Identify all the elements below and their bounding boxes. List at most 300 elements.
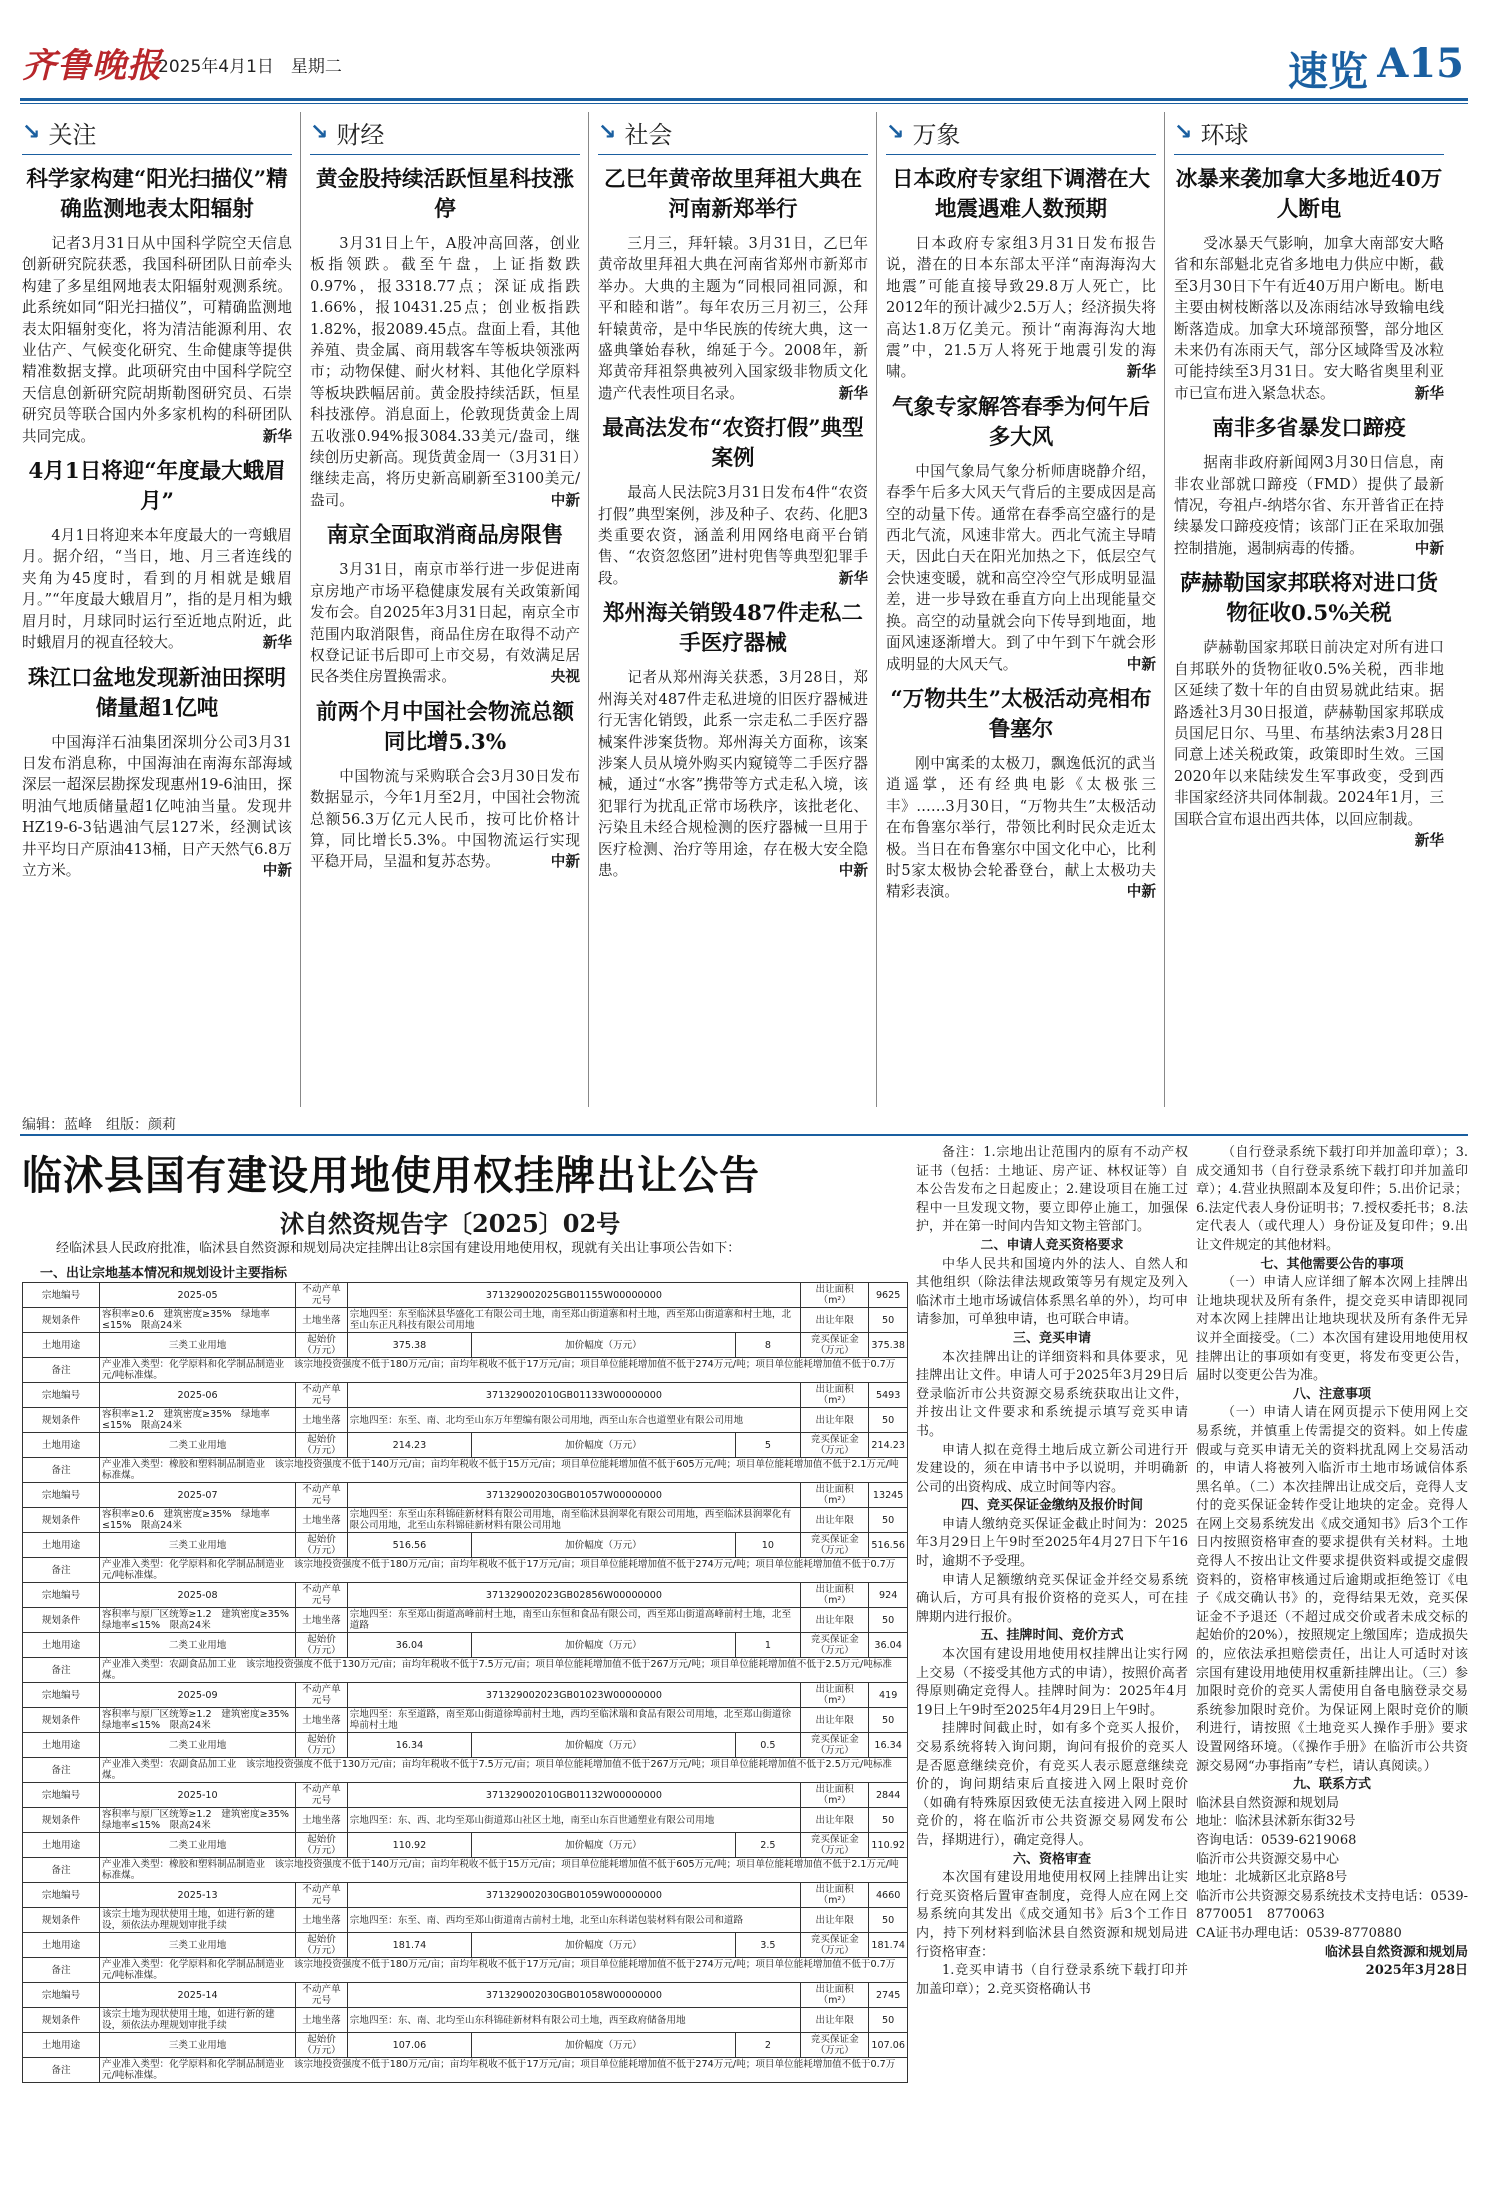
parcel-area: 5493 [869, 1383, 908, 1408]
table-label: 备注 [23, 1558, 100, 1583]
table-row [23, 1708, 908, 1733]
table-row [23, 1758, 908, 1783]
table-label: 规划条件 [23, 1808, 100, 1833]
parcel-number: 2025-06 [100, 1383, 296, 1408]
table-label: 不动产单元号 [296, 1383, 348, 1408]
parcel-location: 宗地四至：东至郑山街道高峰前村土地，南至山东恒和食品有限公司，西至郑山街道高峰前村土地，北至道路 [347, 1608, 800, 1633]
land-use: 三类工业用地 [100, 1933, 296, 1958]
table-label: 竞买保证金（万元） [801, 1733, 869, 1758]
table-label: 不动产单元号 [296, 1783, 348, 1808]
article-headline: 乙巳年黄帝故里拜祖大典在河南新郑举行 [603, 167, 862, 222]
table-label: 出让面积（m²） [801, 1883, 869, 1908]
table-label: 规划条件 [23, 1608, 100, 1633]
article-headline: 珠江口盆地发现新油田探明储量超1亿吨 [27, 665, 286, 721]
table-label: 竞买保证金（万元） [801, 1533, 869, 1558]
parcel-number: 2025-05 [100, 1283, 296, 1308]
article-body [598, 482, 868, 589]
table-label: 出让面积（m²） [801, 1683, 869, 1708]
news-article [886, 165, 1156, 383]
deposit: 214.23 [869, 1433, 908, 1458]
table-label: 备注 [23, 2058, 100, 2083]
deposit: 516.56 [869, 1533, 908, 1558]
article-text: 3月31日，南京市举行进一步促进南京房地产市场平稳健康发展有关政策新闻发布会。自2025年3月31日起，南京全市范围内取消限售，商品住房在取得不动产权登记证书后即可上市交易，有效满足居民各类住房置换需求。 [310, 561, 580, 686]
table-label: 起始价（万元） [296, 1433, 348, 1458]
plan-conditions: 容积率与原厂区统筹≥1.2 建筑密度≥35% 绿地率≤15% 限高24米 [100, 1608, 296, 1633]
deposit: 16.34 [869, 1733, 908, 1758]
table-label: 备注 [23, 1658, 100, 1683]
parcel-number: 2025-14 [100, 1983, 296, 2008]
table-label: 宗地编号 [23, 1583, 100, 1608]
parcel-number: 2025-07 [100, 1483, 296, 1508]
news-article [310, 165, 580, 511]
table-label: 加价幅度（万元） [472, 2033, 736, 2058]
article-headline: 南非多省暴发口蹄疫 [1212, 416, 1406, 442]
unit-number: 371329002030GB01058W00000000 [347, 1983, 800, 2008]
unit-number: 371329002010GB01133W00000000 [347, 1383, 800, 1408]
article-text: 记者从郑州海关获悉，3月28日，郑州海关对487件走私进境的旧医疗器械进行无害化销毁，此系一宗走私二手医疗器械案件涉案货物。郑州海关方面称，该案涉案人员从境外购买内窥镜等二手医疗器械，通过“水客”携带等方式走私入境，该犯罪行为扰乱正常市场秩序，该批老化、污染且未经合规检测的医疗器械一旦用于医疗检测、治疗等用途，存在极大安全隐患。 [598, 669, 868, 879]
news-column [1174, 110, 1444, 1110]
article-text: 刚中寓柔的太极刀，飘逸低沉的武当逍遥掌，还有经典电影《太极张三丰》……3月30日，“万物共生”太极活动在布鲁塞尔举行，带领比利时民众走近太极。当日在布鲁塞尔中国文化中心，比利时5家太极协会轮番登台，献上太极功夫精彩表演。 [886, 754, 1156, 901]
article-source: 新华 [1414, 831, 1444, 849]
notice-paragraph: 中华人民共和国境内外的法人、自然人和其他组织（除法律法规政策等另有规定及列入临沭市土地市场诚信体系黑名单的外），均可申请参加，可单独申请，也可联合申请。 [916, 1256, 1188, 1328]
table-label: 竞买保证金（万元） [801, 1833, 869, 1858]
section-name: 速览 [1288, 49, 1368, 95]
notice-paragraph: 临沭县自然资源和规划局 [1196, 1795, 1340, 1811]
article-headline: 冰暴来袭加拿大多地近40万人断电 [1175, 167, 1443, 222]
table-label: 起始价（万元） [296, 1833, 348, 1858]
page-number: A15 [1377, 40, 1464, 87]
table-label: 土地坐落 [296, 1508, 348, 1533]
column-header [598, 110, 868, 155]
parcel-note: 产业准入类型：农副食品加工业 该宗地投资强度不低于130万元/亩；亩均年税收不低于7.5万元/亩；项目单位能耗增加值不低于267万元/吨；项目单位能耗增加值不低于2.5万元/吨标准煤。 [100, 1758, 908, 1783]
table-label: 起始价（万元） [296, 1733, 348, 1758]
article-text: 记者3月31日从中国科学院空天信息创新研究院获悉，我国科研团队日前牵头构建了多星组网地表太阳辐射观测系统。此系统如同“阳光扫描仪”，可精确监测地表太阳辐射变化，将为清洁能源利用、农业估产、气候变化研究、生命健康等提供精准数据支撑。此项研究由中国科学院空天信息创新研究院胡斯勒图研究员、石崇研究员等联合国内外多家机构的科研团队共同完成。 [22, 235, 292, 445]
table-label: 起始价（万元） [296, 1533, 348, 1558]
table-label: 宗地编号 [23, 1283, 100, 1308]
article-headline: 最高法发布“农资打假”典型案例 [602, 416, 864, 472]
table-label: 出让年限 [801, 1608, 869, 1633]
start-price: 214.23 [347, 1433, 471, 1458]
table-label: 备注 [23, 1758, 100, 1783]
parcel-note: 产业准入类型：化学原料和化学制品制造业 该宗地投资强度不低于180万元/亩；亩均年税收不低于17万元/亩；项目单位能耗增加值不低于274万元/吨；项目单位能耗增加值不低于0.7万元/吨标准煤。 [100, 1958, 908, 1983]
table-label: 竞买保证金（万元） [801, 1433, 869, 1458]
article-body [1174, 452, 1444, 559]
notice-column-2 [916, 1144, 1188, 2184]
table-label: 加价幅度（万元） [472, 1633, 736, 1658]
deposit: 181.74 [869, 1933, 908, 1958]
table-row [23, 1383, 908, 1408]
notice-title: 临沭县国有建设用地使用权挂牌出让公告 [22, 1152, 760, 1199]
notice-subtitle: 沭自然资规告字〔2025〕02号 [280, 1209, 621, 1238]
table-label: 不动产单元号 [296, 1483, 348, 1508]
table-label: 出让年限 [801, 1408, 869, 1433]
table-label: 起始价（万元） [296, 2033, 348, 2058]
table-row [23, 1583, 908, 1608]
parcel-area: 13245 [869, 1483, 908, 1508]
table-label: 土地坐落 [296, 1608, 348, 1633]
article-source: 中新 [838, 861, 868, 879]
notice-paragraph: 临沂市公共资源交易系统技术支持电话：0539-8770051 8770063 [1196, 1888, 1468, 1923]
table-label: 不动产单元号 [296, 1583, 348, 1608]
plan-conditions: 容积率≥0.6 建筑密度≥35% 绿地率≤15% 限高24米 [100, 1308, 296, 1333]
column-header [22, 110, 292, 155]
table-label: 竞买保证金（万元） [801, 1633, 869, 1658]
parcel-location: 宗地四至：东至道路，南至郑山街道徐埠前村土地，西均至临沭瑞和食品有限公司用地，北至郑山街道徐埠前村土地 [347, 1708, 800, 1733]
notice-heading: 九、联系方式 [1292, 1777, 1371, 1793]
table-label: 土地坐落 [296, 2008, 348, 2033]
table-label: 起始价（万元） [296, 1633, 348, 1658]
table-label: 加价幅度（万元） [472, 1433, 736, 1458]
price-increment: 3.5 [735, 1933, 800, 1958]
parcel-number: 2025-13 [100, 1883, 296, 1908]
table-label: 出让面积（m²） [801, 1383, 869, 1408]
table-label: 规划条件 [23, 2008, 100, 2033]
table-row [23, 1958, 908, 1983]
table-row [23, 2058, 908, 2083]
parcel-location: 宗地四至：东至山东科锦硅新材料有限公司用地，南至临沭县润翠化有限公司用地，西至临沭县润翠化有限公司用地，北至山东科锦硅新材料有限公司用地 [347, 1508, 800, 1533]
notice-column-3 [1196, 1144, 1468, 2184]
table-label: 土地坐落 [296, 1808, 348, 1833]
start-price: 107.06 [347, 2033, 471, 2058]
article-headline: 气象专家解答春季为何午后多大风 [891, 394, 1150, 450]
column-name: 财经 [336, 120, 385, 149]
plan-conditions: 容积率≥0.6 建筑密度≥35% 绿地率≤15% 限高24米 [100, 1508, 296, 1533]
masthead-rule-thin [20, 103, 1468, 104]
table-row [23, 1908, 908, 1933]
table-row [23, 1783, 908, 1808]
notice-heading: 八、注意事项 [1292, 1386, 1371, 1402]
table-label: 规划条件 [23, 1908, 100, 1933]
column-header [886, 110, 1156, 155]
notice-section-title: 一、出让宗地基本情况和规划设计主要指标 [40, 1266, 288, 1281]
article-text: 三月三，拜轩辕。3月31日，乙巳年黄帝故里拜祖大典在河南省郑州市新郑市举办。大典的主题为“同根同祖同源，和平和睦和谐”。每年农历三月初三，公拜轩辕黄帝，是中华民族的传统大典，这一盛典肇始春秋，绵延于今。2008年，新郑黄帝拜祖祭典被列入国家级非物质文化遗产代表性项目名录。 [598, 235, 868, 402]
unit-number: 371329002030GB01057W00000000 [347, 1483, 800, 1508]
article-body [598, 233, 868, 404]
table-row [23, 2033, 908, 2058]
parcel-note: 产业准入类型：化学原料和化学制品制造业 该宗地投资强度不低于180万元/亩；亩均年税收不低于17万元/亩；项目单位能耗增加值不低于274万元/吨；项目单位能耗增加值不低于0.7万元/吨标准煤。 [100, 2058, 908, 2083]
article-headline: 郑州海关销毁487件走私二手医疗器械 [603, 601, 863, 657]
plan-conditions: 该宗土地为现状使用土地，如进行新的建设，须依法办理规划审批手续 [100, 1908, 296, 1933]
column-rule [1164, 112, 1165, 1107]
column-rule [300, 112, 301, 1107]
table-label: 土地坐落 [296, 1908, 348, 1933]
table-label: 土地坐落 [296, 1308, 348, 1333]
notice-intro: 经临沭县人民政府批准，临沭县自然资源和规划局决定挂牌出让8宗国有建设用地使用权，现就有关出让事项公告如下： [56, 1241, 741, 1256]
parcel-location: 宗地四至：东至、南、北均至山东万年塑编有限公司用地，西至山东合也道塑业有限公司用地 [347, 1408, 800, 1433]
article-body [22, 233, 292, 447]
plan-conditions: 容积率与原厂区统筹≥1.2 建筑密度≥35% 绿地率≤15% 限高24米 [100, 1808, 296, 1833]
table-label: 不动产单元号 [296, 1283, 348, 1308]
table-label: 土地用途 [23, 1433, 100, 1458]
article-body [886, 461, 1156, 675]
table-row [23, 1833, 908, 1858]
table-row [23, 1683, 908, 1708]
table-label: 土地用途 [23, 1333, 100, 1358]
notice-paragraph: 申请人拟在竞得土地后成立新公司进行开发建设的，须在申请书中予以说明，并明确新公司的出资构成、成立时间等内容。 [916, 1442, 1188, 1495]
newspaper-logo: 齐鲁晚报 [22, 46, 162, 86]
news-article [22, 165, 292, 447]
notice-heading: 四、竞买保证金缴纳及报价时间 [960, 1498, 1143, 1514]
article-body [598, 667, 868, 881]
notice-paragraph: CA证书办理电话：0539-8770880 [1196, 1925, 1402, 1941]
news-article [310, 698, 580, 873]
article-headline: 南京全面取消商品房限售 [326, 523, 564, 549]
lease-years: 50 [869, 1808, 908, 1833]
editor-line: 编辑：蓝峰 组版：颜莉 [22, 1117, 176, 1133]
table-row [23, 1858, 908, 1883]
price-increment: 2.5 [735, 1833, 800, 1858]
parcel-location: 宗地四至：东、南、北均至山东科锦硅新材料有限公司土地，西至政府储备用地 [347, 2008, 800, 2033]
parcel-area: 9625 [869, 1283, 908, 1308]
article-headline: 前两个月中国社会物流总额同比增5.3% [315, 699, 574, 755]
news-article [1174, 165, 1444, 404]
section-divider [20, 1134, 1468, 1136]
deposit: 36.04 [869, 1633, 908, 1658]
parcel-location: 宗地四至：东至、南、西均至郑山街道南古前村土地，北至山东科诺包装材料有限公司和道路 [347, 1908, 800, 1933]
start-price: 516.56 [347, 1533, 471, 1558]
article-body [310, 766, 580, 873]
table-label: 不动产单元号 [296, 1683, 348, 1708]
table-row [23, 1333, 908, 1358]
notice-paragraph: （一）申请人请在网页提示下使用网上交易系统，并慎重上传需提交的资料。如上传虚假或与竞买申请无关的资料扰乱网上交易活动的，申请人将被列入临沂市土地市场诚信体系黑名单。（二）本次挂牌出让成交后，竞得人支付的竞买保证金转作受让地块的定金。竞得人在网上交易系统发出《成交通知书》后3个工作日内按照资格审查的要求提供有关材料。土地竞得人不按出让文件要求提供资料或提交虚假资料的，资格审核通过后逾期或拒绝签订《电子《成交确认书》的，竞得结果无效，竞买保证金不予退还（不超过成交价或者未成交标的起始价的20%），按照规定上缴国库；造成损失的，应依法承担赔偿责任，出让人可适时对该宗国有建设用地使用权重新挂牌出让。（三）参加限时竞价的竞买人需使用自备电脑登录交易系统参加限时竞价。为保证网上限时竞价的顺利进行，请按照《土地竞买人操作手册》要求设置网络环境。（《操作手册》在临沂市公共资源交易网“办事指南”专栏，请认真阅读。） [1196, 1405, 1468, 1774]
deposit: 110.92 [869, 1833, 908, 1858]
article-source: 新华 [262, 634, 292, 652]
table-label: 出让年限 [801, 1308, 869, 1333]
article-source: 中新 [1414, 539, 1444, 557]
parcel-note: 产业准入类型：橡胶和塑料制品制造业 该宗地投资强度不低于140万元/亩；亩均年税收不低于15万元/亩；项目单位能耗增加值不低于605万元/吨；项目单位能耗增加值不低于2.1万元/吨标准煤。 [100, 1858, 908, 1883]
price-increment: 0.5 [735, 1733, 800, 1758]
table-row [23, 1933, 908, 1958]
parcel-note: 产业准入类型：农副食品加工业 该宗地投资强度不低于130万元/亩；亩均年税收不低于7.5万元/亩；项目单位能耗增加值不低于267万元/吨；项目单位能耗增加值不低于2.5万元/吨标准煤。 [100, 1658, 908, 1683]
notice-heading: 二、申请人竞买资格要求 [980, 1237, 1124, 1253]
table-label: 土地用途 [23, 1733, 100, 1758]
table-label: 出让面积（m²） [801, 1583, 869, 1608]
unit-number: 371329002030GB01059W00000000 [347, 1883, 800, 1908]
table-row [23, 1358, 908, 1383]
article-source: 新华 [1126, 363, 1156, 381]
parcel-location: 宗地四至：东、西、北均至郑山街道郑山社区土地，南至山东百世通塑业有限公司用地 [347, 1808, 800, 1833]
news-column [22, 110, 292, 1110]
news-article [22, 457, 292, 653]
start-price: 36.04 [347, 1633, 471, 1658]
article-body [886, 233, 1156, 383]
table-label: 宗地编号 [23, 1983, 100, 2008]
start-price: 375.38 [347, 1333, 471, 1358]
table-label: 出让年限 [801, 1908, 869, 1933]
article-text: 中国海洋石油集团深圳分公司3月31日发布消息称，中国海油在南海东部海域深层一超深层勘探发现惠州19-6油田，探明油气地质储量超1亿吨油当量。发现井HZ19-6-3钻遇油气层127米，经测试该井平均日产原油413桶，日产天然气6.8万立方米。 [22, 733, 292, 879]
parcel-area: 4660 [869, 1883, 908, 1908]
start-price: 181.74 [347, 1933, 471, 1958]
article-source: 中新 [550, 853, 580, 871]
notice-heading: 五、挂牌时间、竞价方式 [980, 1628, 1124, 1644]
notice-paragraph: 1.竞买申请书（自行登录系统下载打印并加盖印章）；2.竞买资格确认书 [916, 1963, 1188, 1997]
article-text: 日本政府专家组3月31日发布报告说，潜在的日本东部太平洋“南海海沟大地震”可能直接导致29.8万人死亡，比2012年的预计减少2.5万人；经济损失将高达1.8万亿美元。预计“南海海沟大地震”中，21.5万人将死于地震引发的海啸。 [886, 235, 1156, 381]
table-label: 宗地编号 [23, 1883, 100, 1908]
notice-paragraph: 地址：北城新区北京路8号 [1196, 1870, 1348, 1886]
notice-paragraph: 申请人缴纳竞买保证金截止时间为：2025年3月29日上午9时至2025年4月27日下午16时，逾期不予受理。 [916, 1516, 1188, 1570]
land-use: 三类工业用地 [100, 1333, 296, 1358]
table-label: 宗地编号 [23, 1483, 100, 1508]
table-label: 土地用途 [23, 1633, 100, 1658]
parcel-number: 2025-08 [100, 1583, 296, 1608]
column-header [1174, 110, 1444, 155]
plan-conditions: 容积率与原厂区统筹≥1.2 建筑密度≥35% 绿地率≤15% 限高24米 [100, 1708, 296, 1733]
price-increment: 8 [735, 1333, 800, 1358]
lease-years: 50 [869, 1508, 908, 1533]
table-row [23, 1658, 908, 1683]
masthead-rule [20, 98, 1468, 101]
table-label: 宗地编号 [23, 1383, 100, 1408]
article-source: 央视 [550, 668, 580, 686]
article-text: 中国物流与采购联合会3月30日发布数据显示，今年1月至2月，中国社会物流总额56.3万亿元人民币，按可比价格计算，同比增长5.3%。中国物流运行实现平稳开局，呈温和复苏态势。 [310, 767, 580, 871]
issue-date: 2025年4月1日 星期二 [158, 57, 342, 77]
arrow-icon: ↘ [22, 119, 41, 145]
table-label: 出让面积（m²） [801, 1983, 869, 2008]
price-increment: 10 [735, 1533, 800, 1558]
news-article [310, 521, 580, 687]
price-increment: 2 [735, 2033, 800, 2058]
arrow-icon: ↘ [1174, 119, 1193, 145]
notice-paragraph: （自行登录系统下载打印并加盖印章）；3.成交通知书（自行登录系统下载打印并加盖印章）；4.营业执照副本及复印件；5.出价记录；6.法定代表人身份证明书；7.授权委托书；8.法定代表人（或代理人）身份证及复印件；9.出让文件规定的其他材料。 [1196, 1145, 1468, 1253]
column-rule [588, 112, 589, 1107]
table-row [23, 1433, 908, 1458]
table-label: 备注 [23, 1858, 100, 1883]
news-column [310, 110, 580, 1110]
table-label: 加价幅度（万元） [472, 1833, 736, 1858]
unit-number: 371329002025GB01155W00000000 [347, 1283, 800, 1308]
table-row [23, 1283, 908, 1308]
arrow-icon: ↘ [886, 119, 905, 145]
lease-years: 50 [869, 1308, 908, 1333]
table-label: 不动产单元号 [296, 1883, 348, 1908]
table-label: 出让年限 [801, 1508, 869, 1533]
article-body [310, 233, 580, 511]
table-label: 竞买保证金（万元） [801, 1333, 869, 1358]
article-source: 新华 [262, 427, 292, 445]
table-label: 土地用途 [23, 1833, 100, 1858]
table-row [23, 1883, 908, 1908]
article-body [310, 559, 580, 687]
news-column [598, 110, 868, 1110]
land-use: 二类工业用地 [100, 1633, 296, 1658]
article-source: 新华 [838, 384, 868, 402]
notice-paragraph: （一）申请人应详细了解本次网上挂牌出让地块现状及所有条件，提交竞买申请即视同对本次网上挂牌出让地块现状及所有条件无异议并全面接受。（二）本次国有建设用地使用权挂牌出让的事项如有变更，将发布变更公告，届时以变更公告为准。 [1196, 1275, 1468, 1384]
parcel-area: 924 [869, 1583, 908, 1608]
notice-paragraph: 本次挂牌出让的详细资料和具体要求，见挂牌出让文件。申请人可于2025年3月29日后登录临沂市公共资源交易系统获取出让文件，并按出让文件要求和系统提示填写竞买申请书。 [916, 1349, 1188, 1439]
news-article [598, 165, 868, 404]
notice-paragraph: 本次国有建设用地使用权网上挂牌出让实行竞买资格后置审查制度，竞得人应在网上交易系统向其发出《成交通知书》后3个工作日内，持下列材料到临沭县自然资源和规划局进行资格审查： [916, 1870, 1188, 1960]
lease-years: 50 [869, 1708, 908, 1733]
news-article [886, 685, 1156, 903]
notice-paragraph: 挂牌时间截止时，如有多个竞买人报价，交易系统将转入询问期，询问有报价的竞买人是否愿意继续竞价，有竞买人表示愿意继续竞价的，询问期结束后直接进入网上限时竞价（如确有特殊原因致使无法直接进入网上限时竞价的，将在临沂市公共资源交易网发布公告，择期进行），确定竞得人。 [916, 1721, 1188, 1848]
article-body [1174, 233, 1444, 404]
parcel-area: 2844 [869, 1783, 908, 1808]
article-source: 中新 [1126, 655, 1156, 673]
unit-number: 371329002023GB02856W00000000 [347, 1583, 800, 1608]
article-headline: “万物共生”太极活动亮相布鲁塞尔 [890, 686, 1152, 742]
table-label: 规划条件 [23, 1408, 100, 1433]
table-label: 土地坐落 [296, 1708, 348, 1733]
notice-signature: 临沭县自然资源和规划局 [1324, 1944, 1468, 1960]
start-price: 110.92 [347, 1833, 471, 1858]
table-row [23, 2008, 908, 2033]
article-source: 新华 [1414, 384, 1444, 402]
parcel-note: 产业准入类型：化学原料和化学制品制造业 该宗地投资强度不低于180万元/亩；亩均年税收不低于17万元/亩；项目单位能耗增加值不低于274万元/吨；项目单位能耗增加值不低于0.7万元/吨标准煤。 [100, 1558, 908, 1583]
article-headline: 科学家构建“阳光扫描仪”精确监测地表太阳辐射 [26, 167, 288, 222]
table-row [23, 1983, 908, 2008]
start-price: 16.34 [347, 1733, 471, 1758]
news-article [598, 599, 868, 881]
table-row [23, 1558, 908, 1583]
article-text: 萨赫勒国家邦联日前决定对所有进口自邦联外的货物征收0.5%关税，西非地区延续了数十年的自由贸易就此结束。据路透社3月30日报道，萨赫勒国家邦联成员国尼日尔、马里、布基纳法索3月28日同意上述关税政策，政策即时生效。三国2020年以来陆续发生军事政变，受到西非国家经济共同体制裁。2024年1月，三国联合宣布退出西共体，以回应制裁。 [1174, 639, 1444, 828]
notice-paragraph: 备注：1.宗地出让范围内的原有不动产权证书（包括：土地证、房产证、林权证等）自本公告发布之日起废止；2.建设项目在施工过程中一旦发现文物，要立即停止施工，加强保护，并在第一时间内告知文物主管部门。 [916, 1145, 1188, 1235]
table-label: 起始价（万元） [296, 1933, 348, 1958]
table-row [23, 1533, 908, 1558]
table-label: 规划条件 [23, 1308, 100, 1333]
notice-paragraph: 申请人足额缴纳竞买保证金并经交易系统确认后，方可具有报价资格的竞买人，可在挂牌期内进行报价。 [916, 1572, 1188, 1625]
column-name: 环球 [1200, 120, 1249, 149]
column-rule [876, 112, 877, 1107]
parcel-table [22, 1282, 908, 2083]
table-row [23, 1633, 908, 1658]
notice-paragraph: 本次国有建设用地使用权挂牌出让实行网上交易（不接受其他方式的申请），按照价高者得原则确定竞得人。挂牌时间为：2025年4月19日上午9时至2025年4月29日上午9时。 [916, 1647, 1188, 1718]
article-text: 中国气象局气象分析师唐晓静介绍，春季午后多大风天气背后的主要成因是高空的动量下传。通常在春季高空盛行的是西北气流，风速非常大。西北气流主导晴天，因此白天在阳光加热之下，低层空气会快速变暖，就和高空冷空气形成明显温差，进一步导致在垂直方向上出现能量交换。高空的动量就会向下传导到地面，地面风速逐渐增大。到了中午到下午就会形成明显的大风天气。 [886, 462, 1156, 673]
deposit: 107.06 [869, 2033, 908, 2058]
land-use: 二类工业用地 [100, 1733, 296, 1758]
table-label: 备注 [23, 1358, 100, 1383]
table-label: 加价幅度（万元） [472, 1733, 736, 1758]
table-label: 宗地编号 [23, 1683, 100, 1708]
masthead [0, 0, 1488, 110]
table-label: 土地用途 [23, 1933, 100, 1958]
notice-heading: 七、其他需要公告的事项 [1260, 1256, 1404, 1272]
table-label: 备注 [23, 1958, 100, 1983]
arrow-icon: ↘ [310, 119, 329, 145]
notice-paragraph: 临沂市公共资源交易中心 [1196, 1851, 1340, 1867]
parcel-area: 419 [869, 1683, 908, 1708]
parcel-number: 2025-09 [100, 1683, 296, 1708]
land-use: 二类工业用地 [100, 1833, 296, 1858]
notice-heading: 六、资格审查 [1012, 1851, 1091, 1867]
table-row [23, 1408, 908, 1433]
table-label: 出让年限 [801, 2008, 869, 2033]
arrow-icon: ↘ [598, 119, 617, 145]
table-label: 加价幅度（万元） [472, 1333, 736, 1358]
unit-number: 371329002023GB01023W00000000 [347, 1683, 800, 1708]
news-column [886, 110, 1156, 1110]
article-headline: 萨赫勒国家邦联将对进口货物征收0.5%关税 [1179, 571, 1438, 627]
land-use: 二类工业用地 [100, 1433, 296, 1458]
table-row [23, 1733, 908, 1758]
parcel-area: 2745 [869, 1983, 908, 2008]
article-text: 最高人民法院3月31日发布4件“农资打假”典型案例，涉及种子、农药、化肥3类重要农资，涵盖利用网络电商平台销售、“农资忽悠团”进村兜售等典型犯罪手段。 [598, 484, 868, 587]
table-row [23, 1308, 908, 1333]
notice-signature: 2025年3月28日 [1365, 1963, 1468, 1979]
plan-conditions: 容积率≥1.2 建筑密度≥35% 绿地率≤15% 限高24米 [100, 1408, 296, 1433]
table-row [23, 1808, 908, 1833]
parcel-note: 产业准入类型：橡胶和塑料制品制造业 该宗地投资强度不低于140万元/亩；亩均年税收不低于15万元/亩；项目单位能耗增加值不低于605万元/吨；项目单位能耗增加值不低于2.1万元/吨标准煤。 [100, 1458, 908, 1483]
article-headline: 4月1日将迎“年度最大蛾眉月” [28, 459, 286, 515]
table-label: 加价幅度（万元） [472, 1933, 736, 1958]
table-row [23, 1483, 908, 1508]
table-label: 出让年限 [801, 1708, 869, 1733]
column-header [310, 110, 580, 155]
news-article [1174, 414, 1444, 559]
article-text: 4月1日将迎来本年度最大的一弯蛾眉月。据介绍，“当日，地、月三者连线的夹角为45度时，看到的月相就是蛾眉月。”“年度最大蛾眉月”，指的是月相为蛾眉月时，月球同时运行至近地点附近，此时蛾眉月的视直径较大。 [22, 527, 292, 652]
article-body [1174, 637, 1444, 849]
table-label: 宗地编号 [23, 1783, 100, 1808]
column-name: 万象 [912, 120, 961, 149]
